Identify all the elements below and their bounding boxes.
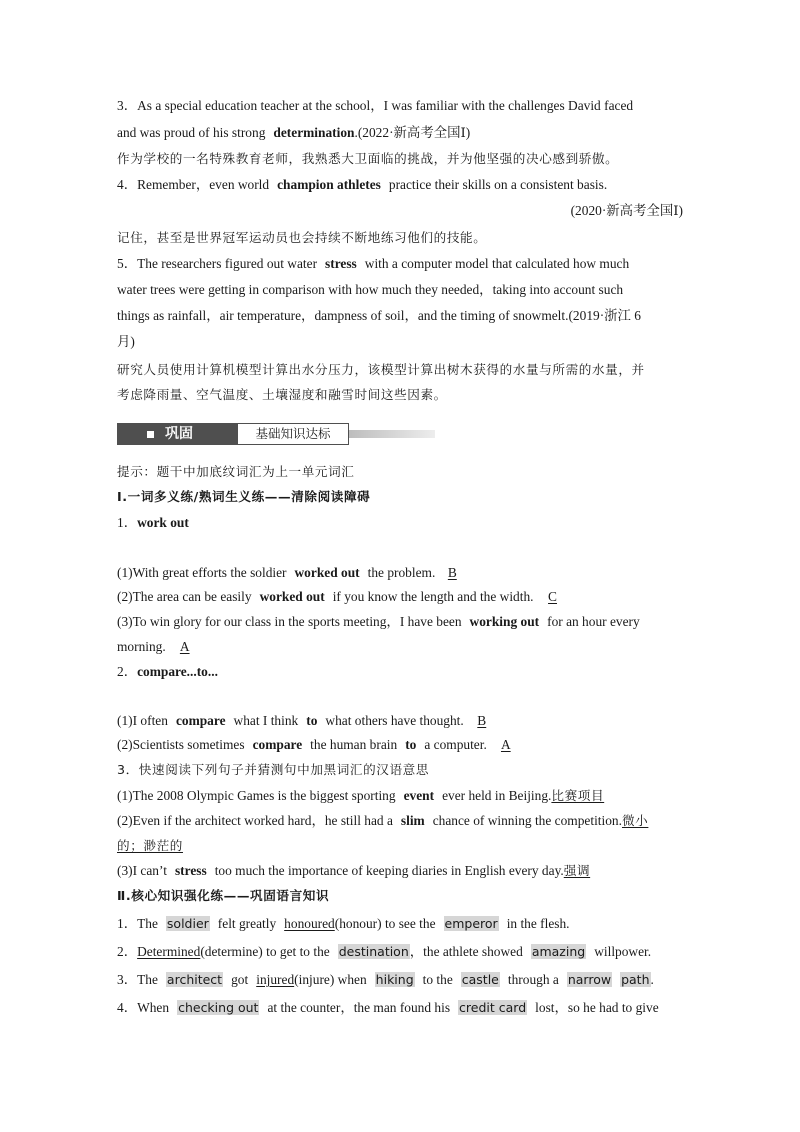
part2-item-3 [117,971,654,989]
sentence-text: Remember，even world [137,177,270,192]
sentence-text: too much the importance of keeping diaries in English every day. [214,863,564,878]
q3-sentence-3 [117,862,590,880]
answer-text: 比赛项目 [551,788,605,803]
example-5-translation-2: 考虑降雨量、空气温度、土壤湿度和融雪时间这些因素。 [117,387,447,402]
sentence-text: The [137,972,158,987]
sentence-text: what I think [233,713,299,728]
q3-sentence-1 [117,787,604,805]
sentence-text: the problem. [367,565,436,580]
example-4-source: (2020·新高考全国Ⅰ) [570,203,683,218]
item-number: 5． [117,256,138,271]
sentence-text: (1)The 2008 Olympic Games is the biggest sporting [117,788,396,803]
answer-blank: A [179,639,190,654]
banner-title: 基础知识达标 [237,423,349,445]
sentence-text: (1)I often [117,713,168,728]
sentence-text: if you know the length and the width. [332,589,534,604]
q2-sentence-2 [117,736,525,754]
banner-fade-bar [349,430,435,438]
bold-keyword: to [405,737,417,752]
part2-item-4 [117,999,659,1017]
part2-item-1 [117,915,570,933]
banner-tag-label: 巩固 [165,426,193,442]
target-phrase: work out [137,515,189,530]
q3-sentence-2-cont [117,837,183,855]
shaded-word: destination [338,944,409,959]
sentence-text: the human brain [310,737,398,752]
sentence-text: (2)Even if the architect worked hard，he still had a [117,813,393,828]
sentence-text: (2)The area can be easily [117,589,252,604]
item-number: 4． [117,1000,138,1015]
square-bullet-icon [147,431,154,438]
bold-keyword: worked out [294,565,360,580]
sentence-text: through a [507,972,559,987]
q3-sentence-2 [117,812,648,830]
sentence-text: (3)To win glory for our class in the sports meeting，I have been [117,614,462,629]
question-1-heading [117,514,189,532]
shaded-word: path [621,972,650,987]
example-3-line-2 [117,124,470,142]
shaded-word: credit card [459,1000,527,1015]
banner-tag [117,423,237,445]
sentence-text: (3)I can’t [117,863,167,878]
shaded-word: checking out [178,1000,259,1015]
answer-blank: B [477,713,487,728]
target-phrase: compare...to... [137,664,218,679]
example-4-line-1 [117,176,607,194]
shaded-word: hiking [375,972,414,987]
example-5-line-3: things as rainfall，air temperature，dampness of soil，and the timing of snowmelt.(2019·浙江 6 [117,308,641,323]
question-3-heading: 3．快速阅读下列句子并猜测句中加黑词汇的汉语意思 [117,762,430,777]
sentence-text: chance of winning the competition. [432,813,622,828]
bold-keyword: event [403,788,435,803]
shaded-word: castle [461,972,499,987]
example-5-line-4: 月) [117,334,135,349]
q1-sentence-2 [117,588,572,606]
example-3-translation: 作为学校的一名特殊教育老师，我熟悉大卫面临的挑战，并为他坚强的决心感到骄傲。 [117,151,619,166]
sentence-text: to the [422,972,453,987]
bold-keyword: slim [400,813,425,828]
bold-keyword: working out [469,614,540,629]
bold-keyword: compare [252,737,303,752]
source-citation: .(2022·新高考全国Ⅰ) [354,125,471,140]
q1-sentence-3 [117,613,640,631]
answer-blank: B [447,565,457,580]
sentence-text: willpower. [594,944,652,959]
sentence-text: The researchers figured out water [137,256,318,271]
bold-keyword: worked out [259,589,325,604]
item-number: 4． [117,177,138,192]
sentence-text: at the counter，the man found his [267,1000,451,1015]
bold-keyword: stress [174,863,207,878]
answer-blank: C [548,589,557,604]
sentence-text: morning. [117,639,166,654]
answer-text: injured [256,972,295,987]
bold-keyword: determination [273,125,355,140]
bold-keyword: compare [175,713,226,728]
example-5-translation-1: 研究人员使用计算机模型计算出水分压力，该模型计算出树木获得的水量与所需的水量，并 [117,362,645,377]
sentence-text: (honour) to see the [334,916,436,931]
sentence-text: and was proud of his strong [117,125,266,140]
answer-blank: A [500,737,511,752]
item-number: 3． [117,98,138,113]
sentence-text: in the flesh. [506,916,570,931]
shaded-word: amazing [531,944,586,959]
bold-keyword: stress [325,256,357,271]
question-2-heading [117,663,218,681]
answer-text: 微小 [621,813,649,828]
answer-text: Determined [137,944,201,959]
shaded-word: soldier [166,916,209,931]
bold-keyword: champion athletes [277,177,381,192]
answer-text: 的；渺茫的 [117,838,183,853]
shaded-word: emperor [444,916,498,931]
sentence-text: got [231,972,249,987]
sentence-text: with a computer model that calculated how much [364,256,630,271]
sentence-text: lost，so he had to give [535,1000,659,1015]
sentence-text: practice their skills on a consistent basis. [388,177,608,192]
q2-sentence-1 [117,712,500,730]
bold-keyword: to [306,713,318,728]
sentence-text: ，the athlete showed [409,944,523,959]
q1-sentence-1 [117,564,469,582]
item-number: 2． [117,944,138,959]
item-number: 1． [117,916,138,931]
sentence-text: (injure) when [294,972,367,987]
item-number: 1． [117,515,138,530]
item-number: 3． [117,972,138,987]
sentence-text: a computer. [424,737,487,752]
sentence-text: (determine) to get to the [200,944,330,959]
part2-item-2 [117,943,651,961]
sentence-text: ever held in Beijing. [442,788,552,803]
shaded-word: architect [166,972,223,987]
section-1-heading: Ⅰ.一词多义练/熟词生义练——清除阅读障碍 [117,489,371,504]
example-5-line-2: water trees were getting in comparison with how much they needed，taking into account such [117,282,624,297]
sentence-text: The [137,916,158,931]
sentence-text: what others have thought. [325,713,464,728]
sentence-text: When [137,1000,170,1015]
example-4-translation: 记住，甚至是世界冠军运动员也会持续不断地练习他们的技能。 [117,230,487,245]
section-banner [117,423,435,445]
sentence-text: felt greatly [217,916,277,931]
sentence-text: (2)Scientists sometimes [117,737,245,752]
q1-sentence-3-cont [117,638,204,656]
answer-text: honoured [284,916,335,931]
sentence-text: As a special education teacher at the school，I was familiar with the challenges David faced [137,98,634,113]
example-3-line-1 [117,97,633,115]
sentence-text: . [650,972,654,987]
example-5-line-1 [117,255,629,273]
tip-text: 提示：题干中加底纹词汇为上一单元词汇 [117,464,355,479]
shaded-word: narrow [567,972,612,987]
item-number: 2． [117,664,138,679]
answer-text: 强调 [563,863,591,878]
sentence-text: (1)With great efforts the soldier [117,565,287,580]
section-2-heading: Ⅱ.核心知识强化练——巩固语言知识 [117,888,330,903]
sentence-text: for an hour every [547,614,640,629]
